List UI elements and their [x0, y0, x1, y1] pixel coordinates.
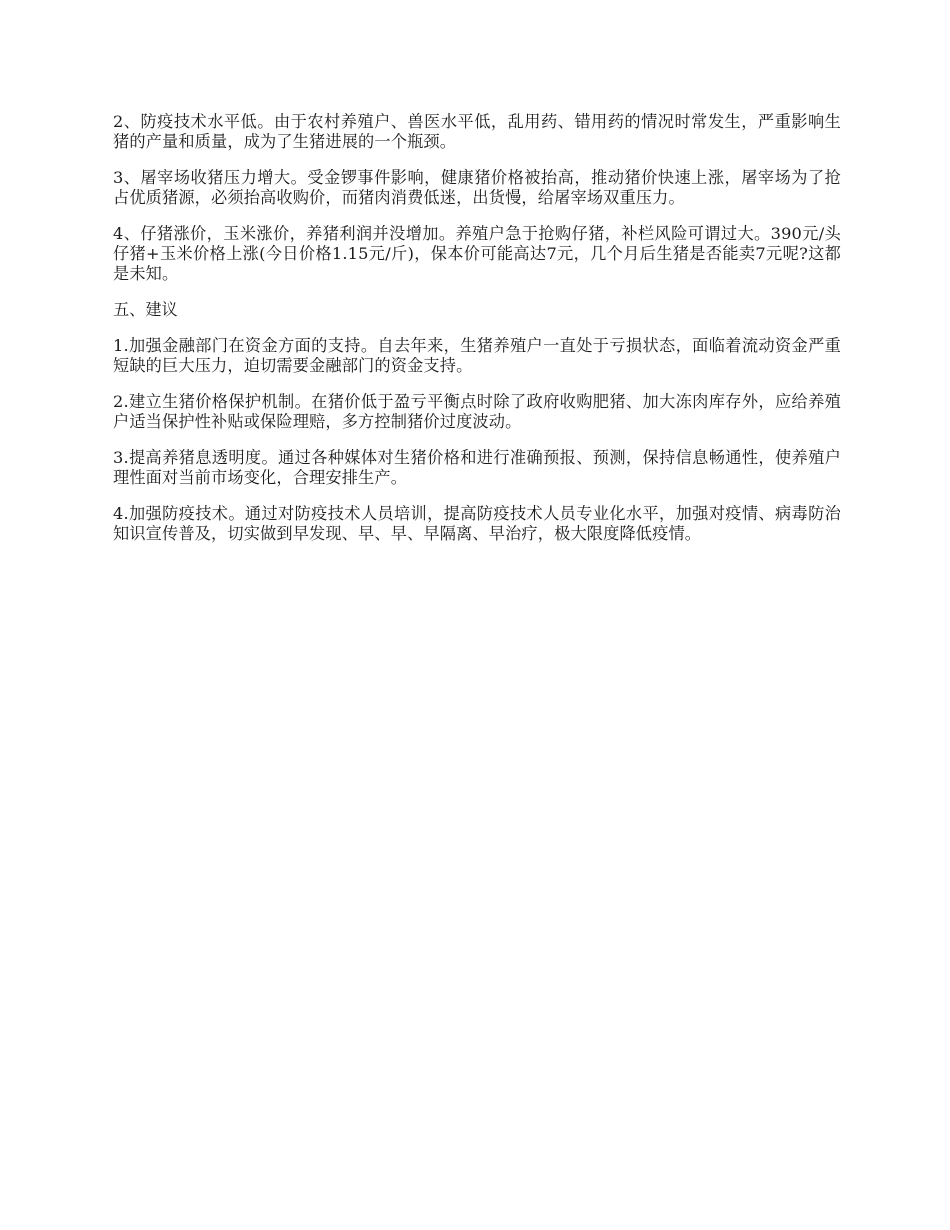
document-body: [113, 112, 841, 560]
section-heading-suggestions: 五、建议: [113, 300, 178, 319]
paragraph-suggestion-4: 4.加强防疫技术。通过对防疫技术人员培训，提高防疫技术人员专业化水平，加强对疫情、病毒防治知识宣传普及，切实做到早发现、早、早、早隔离、早治疗，极大限度降低疫情。: [113, 504, 841, 543]
paragraph-problem-2: 2、防疫技术水平低。由于农村养殖户、兽医水平低，乱用药、错用药的情况时常发生，严重影响生猪的产量和质量，成为了生猪进展的一个瓶颈。: [113, 112, 841, 151]
paragraph-problem-3: 3、屠宰场收猪压力增大。受金锣事件影响，健康猪价格被抬高，推动猪价快速上涨，屠宰场为了抢占优质猪源，必须抬高收购价，而猪肉消费低迷，出货慢，给屠宰场双重压力。: [113, 168, 841, 207]
paragraph-suggestion-1: 1.加强金融部门在资金方面的支持。自去年来，生猪养殖户一直处于亏损状态，面临着流动资金严重短缺的巨大压力，迫切需要金融部门的资金支持。: [113, 336, 841, 375]
paragraph-suggestion-2: 2.建立生猪价格保护机制。在猪价低于盈亏平衡点时除了政府收购肥猪、加大冻肉库存外，应给养殖户适当保护性补贴或保险理赔，多方控制猪价过度波动。: [113, 392, 841, 431]
paragraph-problem-4: 4、仔猪涨价，玉米涨价，养猪利润并没增加。养殖户急于抢购仔猪，补栏风险可谓过大。390元/头仔猪+玉米价格上涨(今日价格1.15元/斤)，保本价可能高达7元，几个月后生猪是否能卖7元呢?这都是未知。: [113, 224, 841, 283]
paragraph-suggestion-3: 3.提高养猪息透明度。通过各种媒体对生猪价格和进行准确预报、预测，保持信息畅通性，使养殖户理性面对当前市场变化，合理安排生产。: [113, 448, 841, 487]
